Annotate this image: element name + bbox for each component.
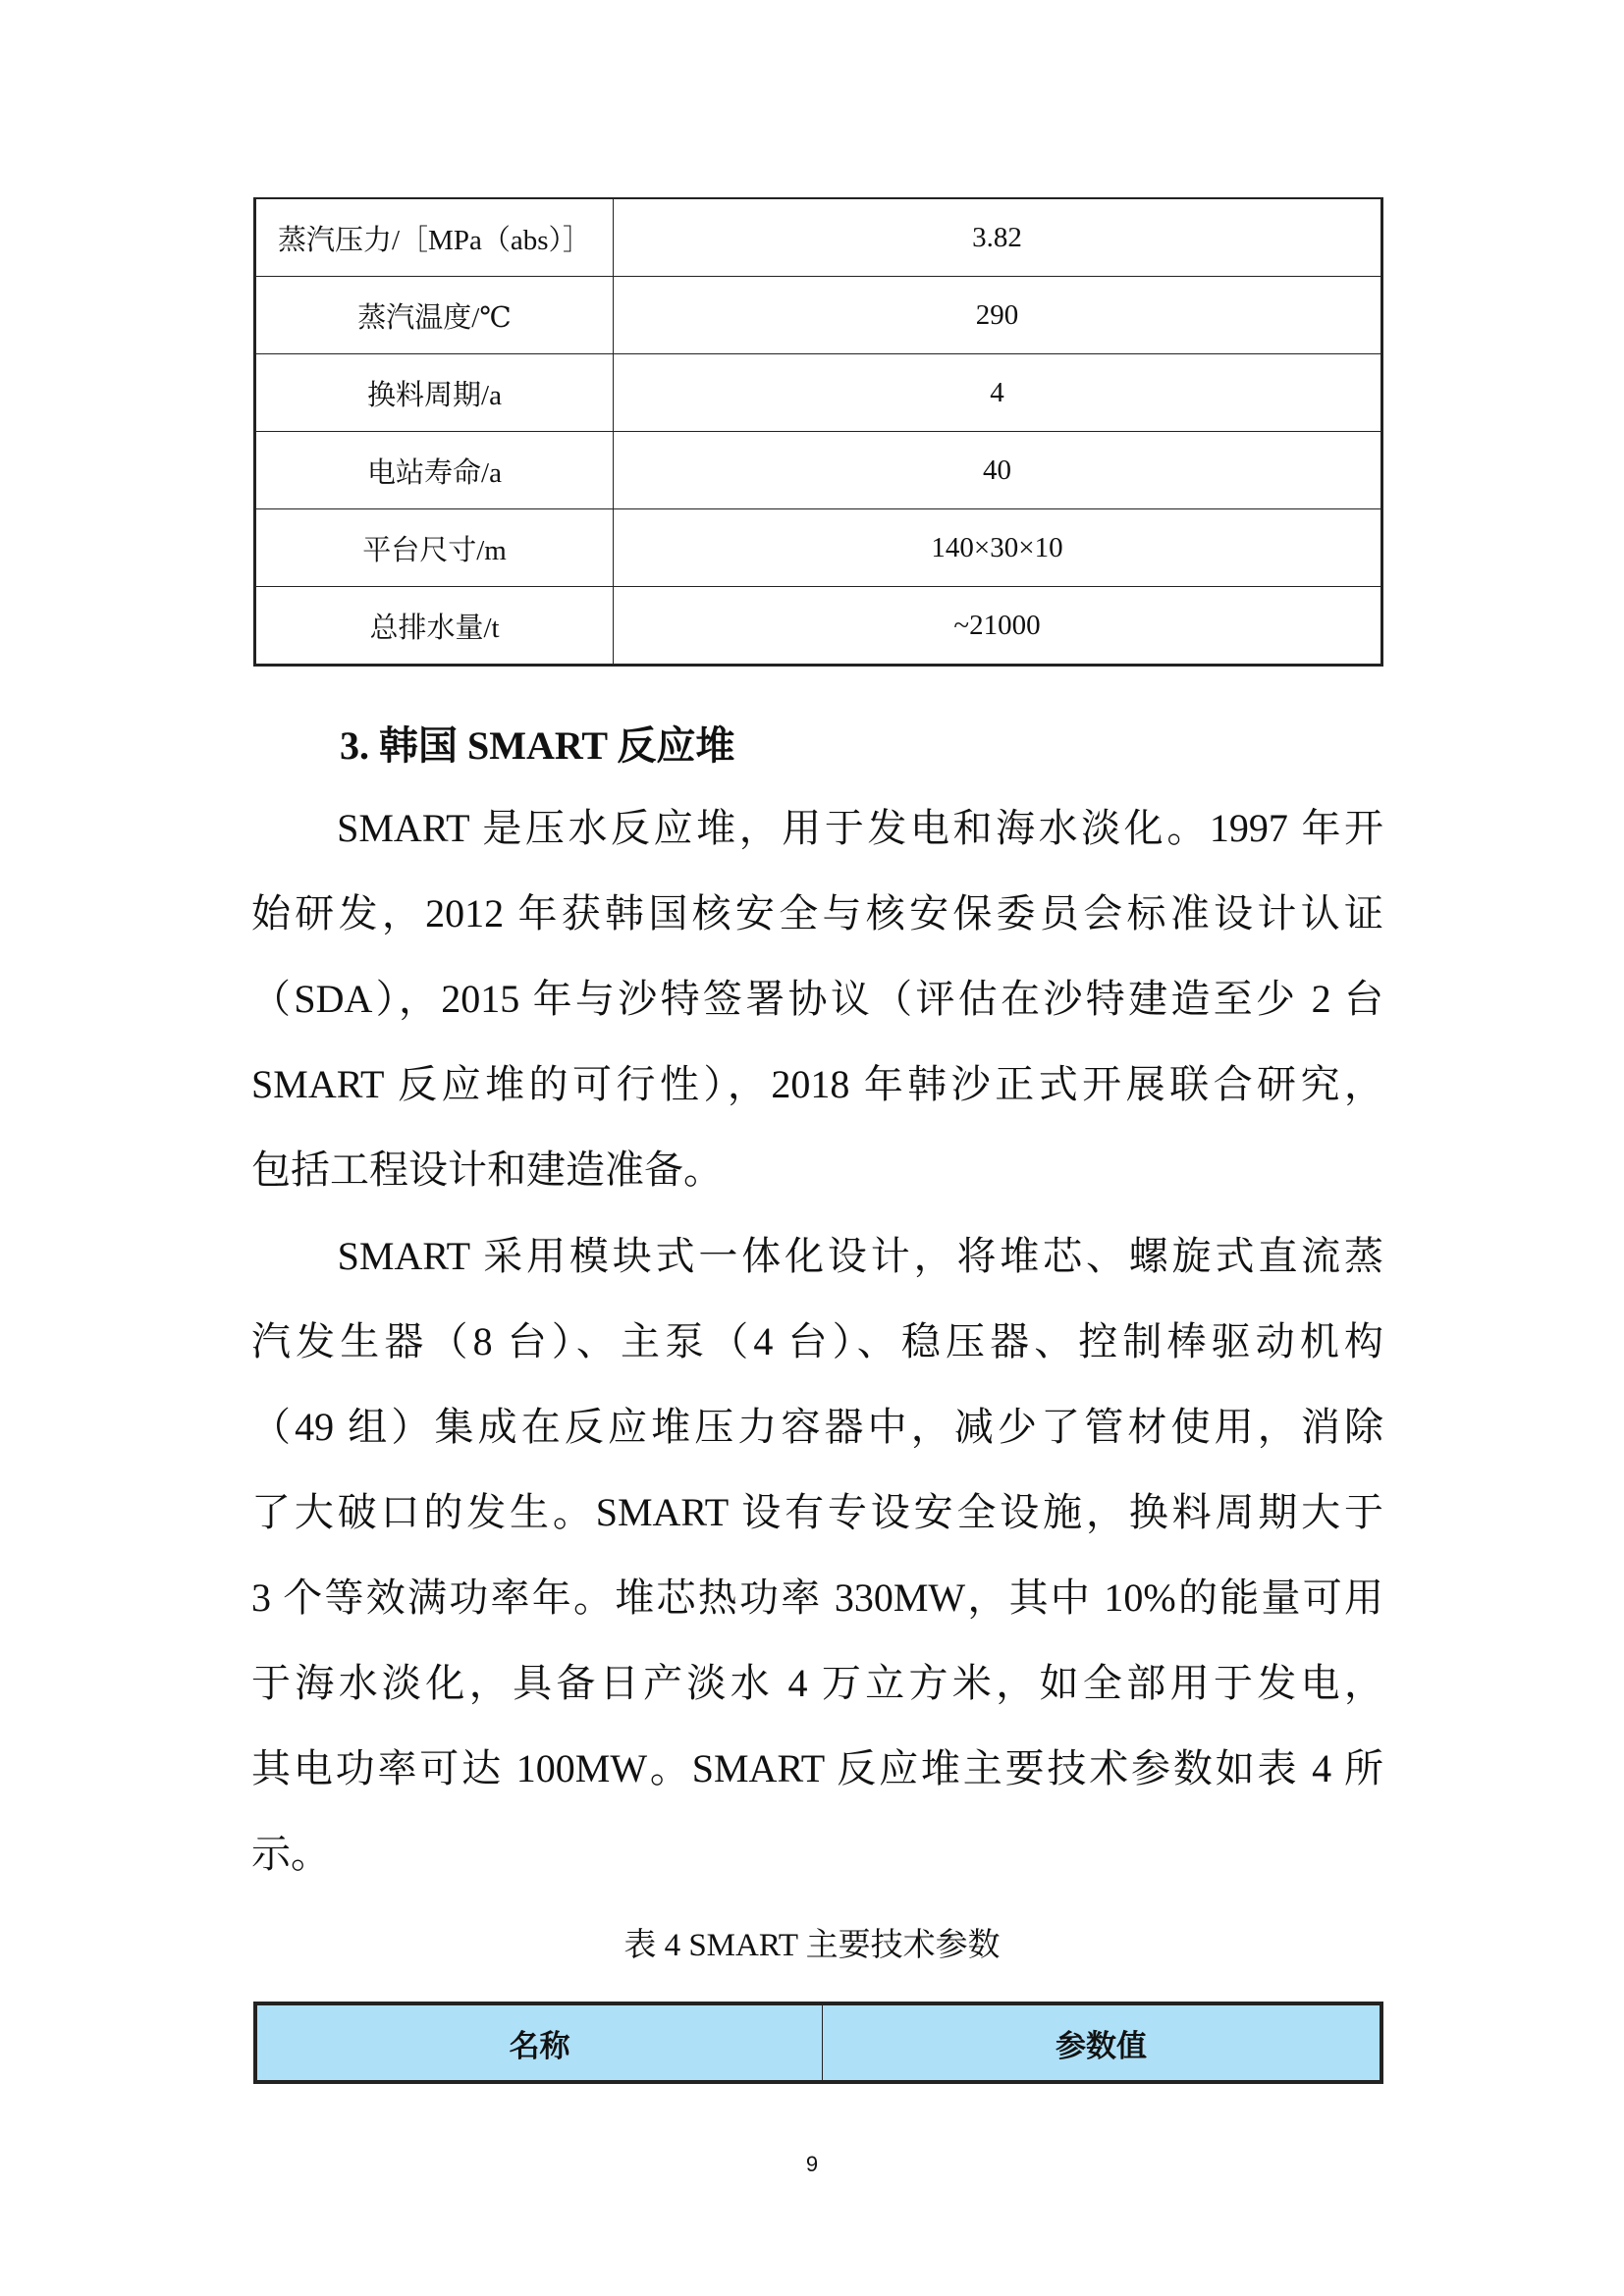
paragraph-line: SMART 反应堆的可行性），2018 年韩沙正式开展联合研究， <box>251 1062 1383 1106</box>
header-value: 参数值 <box>823 2003 1382 2082</box>
table-header-row <box>255 2003 1381 2082</box>
reactor-parameters-table-continued <box>253 197 1383 667</box>
smart-parameters-table <box>253 2002 1383 2084</box>
param-value: 40 <box>614 432 1382 509</box>
table-caption: 表 4 SMART 主要技术参数 <box>623 1928 1001 1963</box>
paragraph-line: 示。 <box>251 1832 330 1876</box>
paragraph-line: （49 组）集成在反应堆压力容器中，减少了管材使用，消除 <box>251 1405 1383 1449</box>
paragraph-line: 汽发生器（8 台）、主泵（4 台）、稳压器、控制棒驱动机构 <box>251 1319 1383 1363</box>
param-name: 总排水量/t <box>255 587 614 666</box>
table-row <box>255 432 1382 509</box>
param-value: 3.82 <box>614 198 1382 277</box>
param-value: 290 <box>614 277 1382 354</box>
paragraph-line: 了大破口的发生。SMART 设有专设安全设施，换料周期大于 <box>251 1490 1383 1534</box>
param-value: 4 <box>614 354 1382 432</box>
header-name: 名称 <box>255 2003 823 2082</box>
paragraph-line: SMART 是压水反应堆，用于发电和海水淡化。1997 年开 <box>251 806 1383 850</box>
page-number: 9 <box>805 2152 819 2176</box>
paragraph-line: 于海水淡化，具备日产淡水 4 万立方米，如全部用于发电， <box>251 1661 1383 1705</box>
param-value: ~21000 <box>614 587 1382 666</box>
table-row <box>255 277 1382 354</box>
param-name: 电站寿命/a <box>255 432 614 509</box>
paragraph-line: 其电功率可达 100MW。SMART 反应堆主要技术参数如表 4 所 <box>251 1746 1383 1790</box>
param-name: 蒸汽压力/［MPa（abs）］ <box>255 198 614 277</box>
section-heading: 3. 韩国 SMART 反应堆 <box>340 723 735 768</box>
param-name: 蒸汽温度/℃ <box>255 277 614 354</box>
param-value: 140×30×10 <box>614 509 1382 587</box>
table-row <box>255 198 1382 277</box>
paragraph-line: 始研发，2012 年获韩国核安全与核安保委员会标准设计认证 <box>251 891 1383 935</box>
param-name: 换料周期/a <box>255 354 614 432</box>
paragraph-line: 3 个等效满功率年。堆芯热功率 330MW，其中 10%的能量可用 <box>251 1575 1383 1620</box>
table-row <box>255 509 1382 587</box>
table-row <box>255 587 1382 666</box>
paragraph-line: （SDA），2015 年与沙特签署协议（评估在沙特建造至少 2 台 <box>251 977 1383 1021</box>
paragraph-line: 包括工程设计和建造准备。 <box>251 1148 723 1192</box>
table-row <box>255 354 1382 432</box>
param-name: 平台尺寸/m <box>255 509 614 587</box>
paragraph-line: SMART 采用模块式一体化设计，将堆芯、螺旋式直流蒸 <box>251 1234 1383 1278</box>
